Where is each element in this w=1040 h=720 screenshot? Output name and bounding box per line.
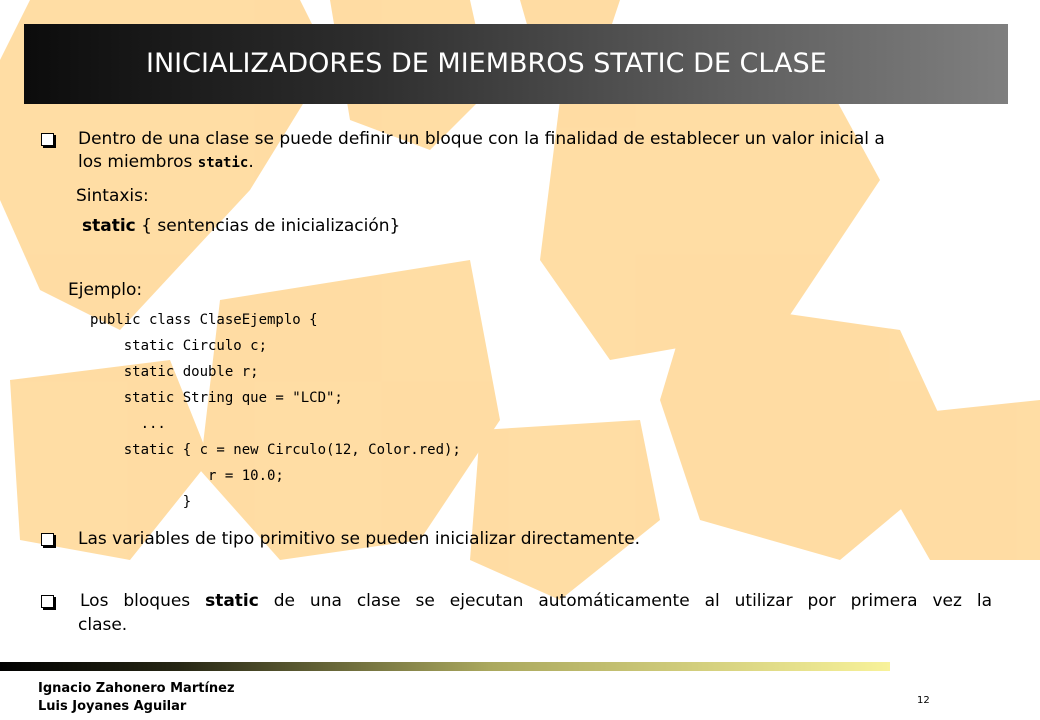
bullet3-word: ejecutan: [449, 591, 524, 611]
code-line: static Circulo c;: [90, 338, 268, 354]
bullet1-line2-text: los miembros: [78, 152, 198, 172]
page-number: 12: [917, 695, 930, 706]
code-line: static double r;: [90, 364, 259, 380]
footer-divider: [0, 662, 890, 671]
bullet3-keyword: static: [205, 591, 259, 611]
slide-title: INICIALIZADORES DE MIEMBROS STATIC DE CLASE: [146, 48, 827, 79]
bullet-checkbox-icon: [41, 595, 54, 608]
bullet1-line2-period: .: [248, 152, 254, 172]
bullet3-word: utilizar: [734, 591, 793, 611]
static-keyword-code: static: [197, 155, 249, 171]
bullet3-word: clase: [356, 591, 401, 611]
bullet3-word: primera: [850, 591, 918, 611]
bullet3-word: al: [704, 591, 720, 611]
bullet-checkbox-icon: [41, 133, 54, 146]
code-line: r = 10.0;: [90, 468, 284, 484]
syntax-keyword: static: [82, 216, 136, 236]
code-line: ...: [90, 416, 166, 432]
code-line: static { c = new Circulo(12, Color.red);: [90, 442, 461, 458]
syntax-rest: { sentencias de inicialización}: [135, 216, 401, 236]
bullet3-word: por: [807, 591, 836, 611]
bullet1-line1: Dentro de una clase se puede definir un bloque con la finalidad de establecer un valor inicial a: [78, 129, 885, 149]
bullet-checkbox-icon: [41, 533, 54, 546]
code-line: public class ClaseEjemplo {: [90, 312, 318, 328]
footer-author-2: Luis Joyanes Aguilar: [38, 699, 187, 714]
bullet3-word: la: [976, 591, 992, 611]
syntax-label: Sintaxis:: [76, 186, 149, 206]
code-line: }: [90, 494, 192, 510]
bullet3-word: bloques: [123, 591, 191, 611]
bullet3-line1: [80, 590, 992, 612]
bullet3-word: Los: [80, 591, 109, 611]
footer-author-1: Ignacio Zahonero Martínez: [38, 681, 235, 696]
example-label: Ejemplo:: [68, 280, 143, 300]
bullet3-word: de: [273, 591, 295, 611]
code-block: [90, 307, 461, 515]
syntax-line: [82, 215, 400, 237]
bullet1-line2: [78, 151, 254, 174]
bullet3-word: vez: [932, 591, 962, 611]
bullet2-text: Las variables de tipo primitivo se pueden inicializar directamente.: [78, 529, 641, 549]
bullet3-word: una: [309, 591, 342, 611]
bullet3-line2: clase.: [78, 615, 128, 635]
bullet3-word: se: [415, 591, 435, 611]
code-line: static String que = "LCD";: [90, 390, 343, 406]
bullet3-word: automáticamente: [538, 591, 690, 611]
